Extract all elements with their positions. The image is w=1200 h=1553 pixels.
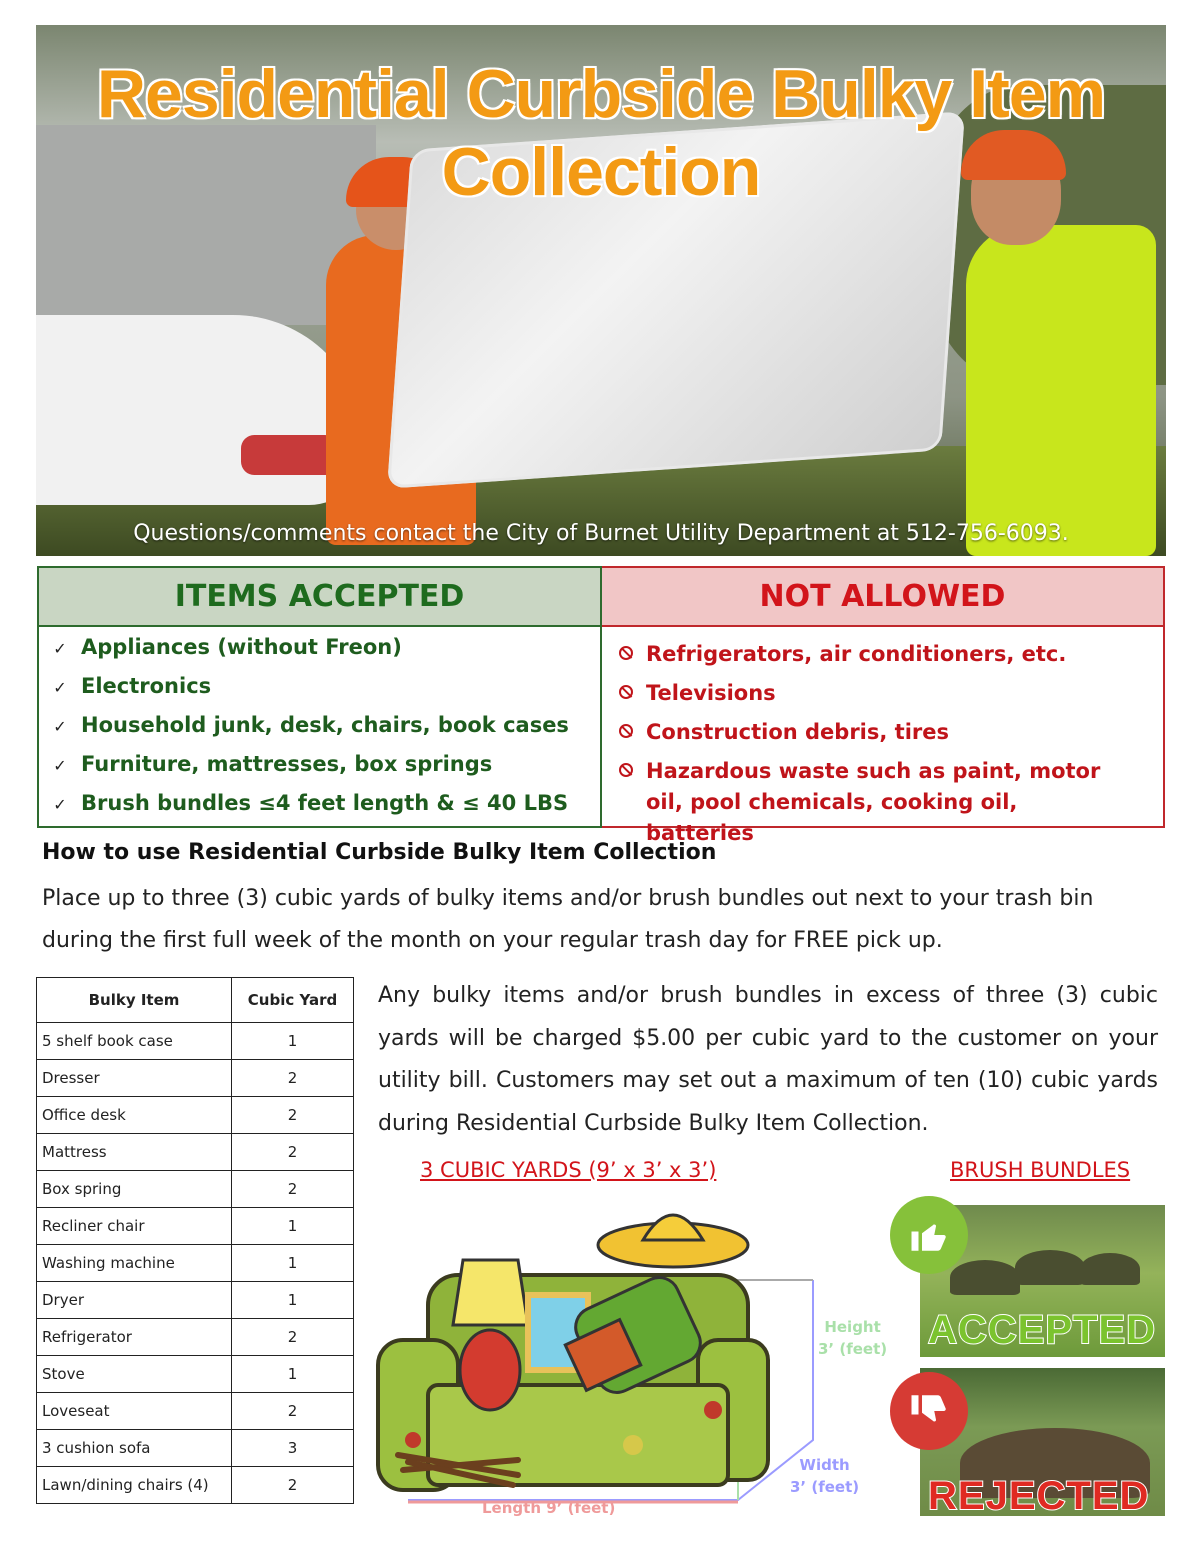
list-item: ✓ Electronics: [39, 674, 600, 713]
prohibited-icon: [619, 646, 633, 660]
bulky-item-table: [36, 977, 354, 1504]
list-item: Hazardous waste such as paint, motor oil, pool chemicals, cooking oil, batteries: [602, 756, 1163, 849]
brush-bundles-label: BRUSH BUNDLES: [950, 1158, 1131, 1182]
check-icon: ✓: [53, 639, 67, 658]
prohibited-icon: [619, 685, 633, 699]
excess-charge-text: Any bulky items and/or brush bundles in excess of three (3) cubic yards will be charged $5.00 per cubic yard to the customer on your utility bill. Customers may set out a maximum of ten (10) cubic yards during Residential Curbside Bulky Item Collection.: [378, 983, 1158, 1136]
not-allowed-list: [602, 627, 1163, 849]
column-header-yard: Cubic Yard: [232, 978, 354, 1023]
brush-pile: [1015, 1250, 1085, 1285]
rules-table: [37, 566, 1165, 845]
contact-line: Questions/comments contact the City of Burnet Utility Department at 512-756-6093.: [133, 521, 1069, 546]
brush-pile: [1080, 1253, 1140, 1285]
check-icon: ✓: [53, 795, 67, 814]
prohibited-icon: [619, 763, 633, 777]
lamp-shade: [453, 1260, 528, 1325]
table-row: Stove 1: [37, 1356, 354, 1393]
accepted-heading: ITEMS ACCEPTED: [39, 568, 600, 627]
howto-title: How to use Residential Curbside Bulky Item Collection: [42, 840, 717, 865]
table-row: 3 cushion sofa 3: [37, 1430, 354, 1467]
list-item: ✓ Brush bundles ≤4 feet length & ≤ 40 LBS: [39, 791, 600, 830]
accepted-column: [37, 566, 602, 828]
accepted-list: [39, 627, 600, 830]
check-icon: ✓: [53, 717, 67, 736]
table-row: 5 shelf book case 1: [37, 1023, 354, 1060]
table-row: Mattress 2: [37, 1134, 354, 1171]
thumbs-up-icon: [890, 1196, 968, 1274]
width-dimension: Width 3’ (feet): [790, 1456, 860, 1496]
sombrero-crown: [643, 1215, 703, 1240]
brush-pile: [950, 1260, 1020, 1295]
check-icon: ✓: [53, 756, 67, 775]
table-row: Office desk 2: [37, 1097, 354, 1134]
prohibited-icon: [619, 724, 633, 738]
table-row: Lawn/dining chairs (4) 2: [37, 1467, 354, 1504]
hero-photo: [36, 25, 1166, 556]
page-title: Residential Curbside Bulky Item Collection: [96, 56, 1106, 210]
worker-right: [966, 225, 1156, 556]
table-row: Recliner chair 1: [37, 1208, 354, 1245]
thumbs-down-icon: [890, 1372, 968, 1450]
sofa-patch: [623, 1435, 643, 1455]
sofa-patch: [405, 1432, 421, 1448]
not-allowed-heading: NOT ALLOWED: [602, 568, 1163, 627]
list-item: Televisions: [602, 678, 1163, 717]
list-item: Refrigerators, air conditioners, etc.: [602, 639, 1163, 678]
check-icon: ✓: [53, 678, 67, 697]
list-item: ✓ Household junk, desk, chairs, book cases: [39, 713, 600, 752]
car-shape: [36, 315, 366, 505]
cubic-yards-label: 3 CUBIC YARDS (9’ x 3’ x 3’): [420, 1158, 717, 1182]
height-dimension: Height 3’ (feet): [818, 1318, 888, 1358]
accepted-stamp: ACCEPTED: [928, 1308, 1157, 1352]
list-item: Construction debris, tires: [602, 717, 1163, 756]
howto-text: Place up to three (3) cubic yards of bulky items and/or brush bundles out next to your trash bin during the first full week of the month on your regular trash day for FREE pick up.: [42, 886, 1094, 953]
table-header-row: [37, 978, 354, 1023]
length-dimension: Length 9’ (feet): [482, 1499, 616, 1517]
table-row: Loveseat 2: [37, 1393, 354, 1430]
column-header-item: Bulky Item: [37, 978, 232, 1023]
table-row: Dryer 1: [37, 1282, 354, 1319]
table-row: Washing machine 1: [37, 1245, 354, 1282]
table-row: Refrigerator 2: [37, 1319, 354, 1356]
rejected-stamp: REJECTED: [928, 1474, 1150, 1518]
list-item: ✓ Furniture, mattresses, box springs: [39, 752, 600, 791]
not-allowed-column: [602, 566, 1165, 845]
table-row: Dresser 2: [37, 1060, 354, 1097]
table-row: Box spring 2: [37, 1171, 354, 1208]
list-item: ✓ Appliances (without Freon): [39, 635, 600, 674]
sofa-patch: [704, 1401, 722, 1419]
lamp-base: [460, 1330, 520, 1410]
